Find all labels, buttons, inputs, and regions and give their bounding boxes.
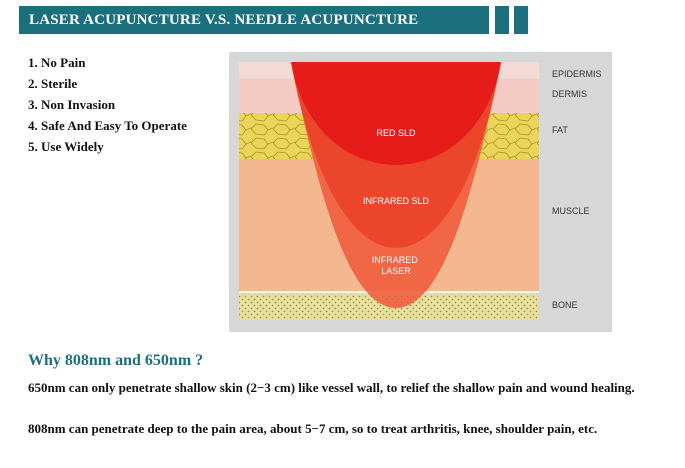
layer-label-muscle: MUSCLE bbox=[552, 206, 590, 216]
header-title: LASER ACUPUNCTURE V.S. NEEDLE ACUPUNCTURE bbox=[29, 12, 419, 28]
feature-item: 4. Safe And Easy To Operate bbox=[28, 118, 187, 133]
paragraph-650nm: 650nm can only penetrate shallow skin (2−3 cm) like vessel wall, to relief the shallow pain and wound healing. bbox=[28, 380, 635, 395]
header-banner bbox=[19, 6, 489, 34]
header-accent-bar bbox=[514, 6, 528, 34]
feature-item: 3. Non Invasion bbox=[28, 97, 116, 112]
paragraph-808nm: 808nm can penetrate deep to the pain area, about 5−7 cm, so to treat arthritis, knee, shoulder pain, etc. bbox=[28, 421, 598, 436]
layer-label-dermis: DERMIS bbox=[552, 89, 588, 99]
beam-label-infrared-sld: INFRARED SLD bbox=[362, 196, 430, 206]
layer-label-bone: BONE bbox=[552, 300, 578, 310]
feature-item: 2. Sterile bbox=[28, 76, 78, 91]
beam-label-red-sld: RED SLD bbox=[376, 128, 416, 138]
feature-list bbox=[28, 52, 187, 157]
penetration-diagram bbox=[229, 52, 612, 332]
feature-item: 1. No Pain bbox=[28, 55, 86, 70]
header-accent-bar bbox=[495, 6, 509, 34]
layer-label-epidermis: EPIDERMIS bbox=[552, 69, 602, 79]
feature-item: 5. Use Widely bbox=[28, 139, 104, 154]
question-title: Why 808nm and 650nm ? bbox=[28, 352, 204, 369]
beam-label-infrared-laser: INFRARED LASER bbox=[371, 255, 418, 276]
layer-label-fat: FAT bbox=[552, 125, 568, 135]
